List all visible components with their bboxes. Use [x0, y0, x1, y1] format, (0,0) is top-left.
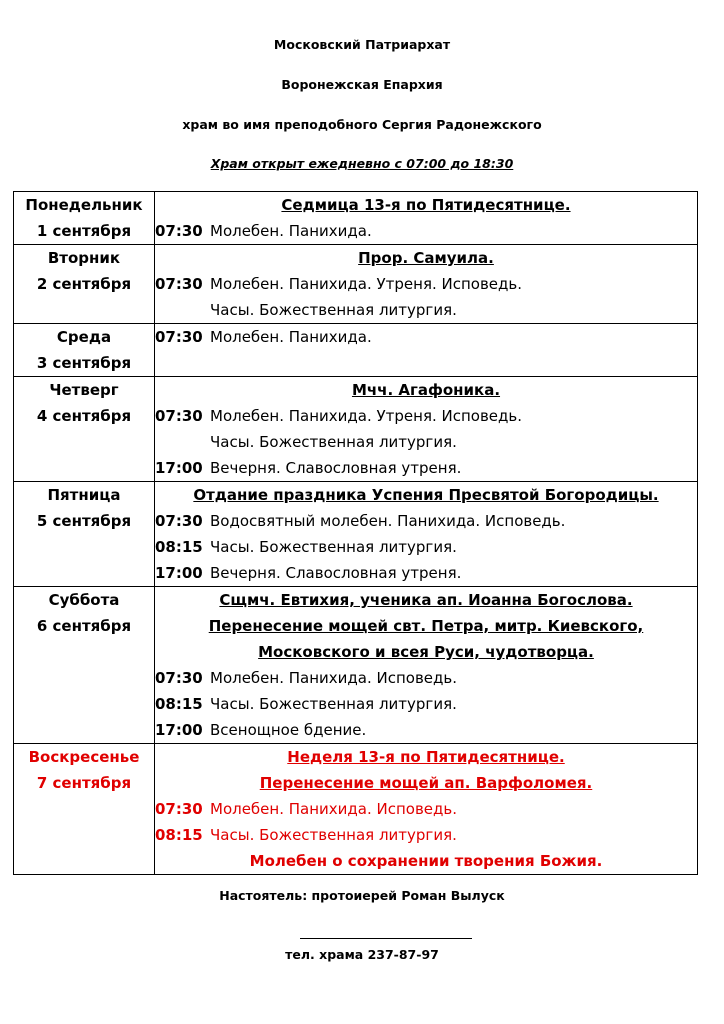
service-time: 17:00 [155, 721, 203, 739]
services-cell [155, 587, 698, 744]
service-line [155, 822, 697, 848]
services-cell [155, 377, 698, 482]
phone-line: тел. храма 237-87-97 [285, 947, 439, 962]
feast-title: Мчч. Агафоника. [351, 381, 501, 399]
service-time: 07:30 [155, 407, 203, 425]
service-line [155, 665, 697, 691]
service-note: Молебен о сохранении творения Божия. [249, 852, 603, 870]
services-cell [155, 744, 698, 875]
header-church-name: храм во имя преподобного Сергия Радонежского [182, 117, 542, 132]
day-cell [14, 377, 155, 482]
service-text: Часы. Божественная литургия. [210, 695, 457, 713]
service-line [155, 271, 697, 297]
schedule-row [14, 482, 698, 587]
date-label: 3 сентября [36, 354, 132, 372]
service-time: 07:30 [155, 800, 203, 818]
schedule-row [14, 192, 698, 245]
service-line [155, 796, 697, 822]
service-time: 07:30 [155, 512, 203, 530]
blank-line [155, 350, 697, 376]
service-time: 07:30 [155, 669, 203, 687]
header-open-hours: Храм открыт ежедневно с 07:00 до 18:30 [210, 156, 514, 171]
date-label: 4 сентября [36, 407, 132, 425]
service-line [155, 403, 697, 429]
service-text: Молебен. Панихида. [210, 328, 372, 346]
feast-title: Сщмч. Евтихия, ученика ап. Иоанна Богослова. [219, 591, 633, 609]
feast-title: Перенесение мощей свт. Петра, митр. Киевского, [208, 617, 644, 635]
date-label: 5 сентября [36, 512, 132, 530]
service-text: Вечерня. Славословная утреня. [210, 459, 462, 477]
service-time: 07:30 [155, 222, 203, 240]
service-text: Молебен. Панихида. [210, 222, 372, 240]
service-time: 17:00 [155, 564, 203, 582]
weekday-label: Воскресенье [28, 748, 140, 766]
service-text: Водосвятный молебен. Панихида. Исповедь. [210, 512, 566, 530]
service-line [155, 717, 697, 743]
header-eparchy: Воронежская Епархия [281, 77, 443, 92]
service-line [155, 455, 697, 481]
service-text: Часы. Божественная литургия. [210, 433, 457, 451]
feast-title: Московского и всея Руси, чудотворца. [258, 643, 594, 661]
service-line [155, 534, 697, 560]
service-text: Часы. Божественная литургия. [210, 301, 457, 319]
day-cell [14, 587, 155, 744]
date-label: 6 сентября [36, 617, 132, 635]
service-text: Молебен. Панихида. Утреня. Исповедь. [210, 407, 523, 425]
service-line [155, 218, 697, 244]
weekday-label: Четверг [49, 381, 119, 399]
service-time: 07:30 [155, 328, 203, 346]
service-text: Молебен. Панихида. Исповедь. [210, 800, 458, 818]
services-cell [155, 324, 698, 377]
service-line [155, 429, 697, 455]
service-line [155, 297, 697, 323]
service-line [155, 508, 697, 534]
weekday-label: Среда [56, 328, 112, 346]
service-time: 08:15 [155, 826, 203, 844]
service-text: Вечерня. Славословная утреня. [210, 564, 462, 582]
day-cell [14, 192, 155, 245]
service-line [155, 560, 697, 586]
services-cell [155, 192, 698, 245]
day-cell [14, 324, 155, 377]
day-cell [14, 482, 155, 587]
service-time: 08:15 [155, 695, 203, 713]
feast-title: Отдание праздника Успения Пресвятой Богородицы. [193, 486, 659, 504]
schedule-row [14, 377, 698, 482]
date-label: 1 сентября [36, 222, 132, 240]
weekday-label: Суббота [48, 591, 120, 609]
schedule-row [14, 245, 698, 324]
service-text: Часы. Божественная литургия. [210, 826, 457, 844]
service-text: Молебен. Панихида. Исповедь. [210, 669, 458, 687]
header-patriarchate: Московский Патриархат [273, 37, 451, 52]
schedule-row [14, 324, 698, 377]
schedule-row [14, 587, 698, 744]
service-time: 07:30 [155, 275, 203, 293]
schedule-body [14, 192, 698, 875]
service-text: Молебен. Панихида. Утреня. Исповедь. [210, 275, 523, 293]
date-label: 7 сентября [36, 774, 132, 792]
date-label: 2 сентября [36, 275, 132, 293]
weekday-label: Вторник [47, 249, 121, 267]
service-text: Часы. Божественная литургия. [210, 538, 457, 556]
service-time: 08:15 [155, 538, 203, 556]
feast-title: Прор. Самуила. [358, 249, 494, 267]
services-cell [155, 245, 698, 324]
schedule-row [14, 744, 698, 875]
service-time: 17:00 [155, 459, 203, 477]
service-line [155, 324, 697, 350]
weekday-label: Понедельник [25, 196, 143, 214]
service-text: Всенощное бдение. [210, 721, 367, 739]
schedule-table [13, 191, 698, 875]
day-cell [14, 245, 155, 324]
rector-line: Настоятель: протоиерей Роман Вылуск [219, 888, 505, 903]
feast-title: Неделя 13-я по Пятидесятнице. [287, 748, 565, 766]
services-cell [155, 482, 698, 587]
service-line [155, 691, 697, 717]
day-cell [14, 744, 155, 875]
divider-line [300, 938, 472, 939]
feast-title: Перенесение мощей ап. Варфоломея. [259, 774, 593, 792]
feast-title: Седмица 13-я по Пятидесятнице. [281, 196, 571, 214]
weekday-label: Пятница [47, 486, 121, 504]
